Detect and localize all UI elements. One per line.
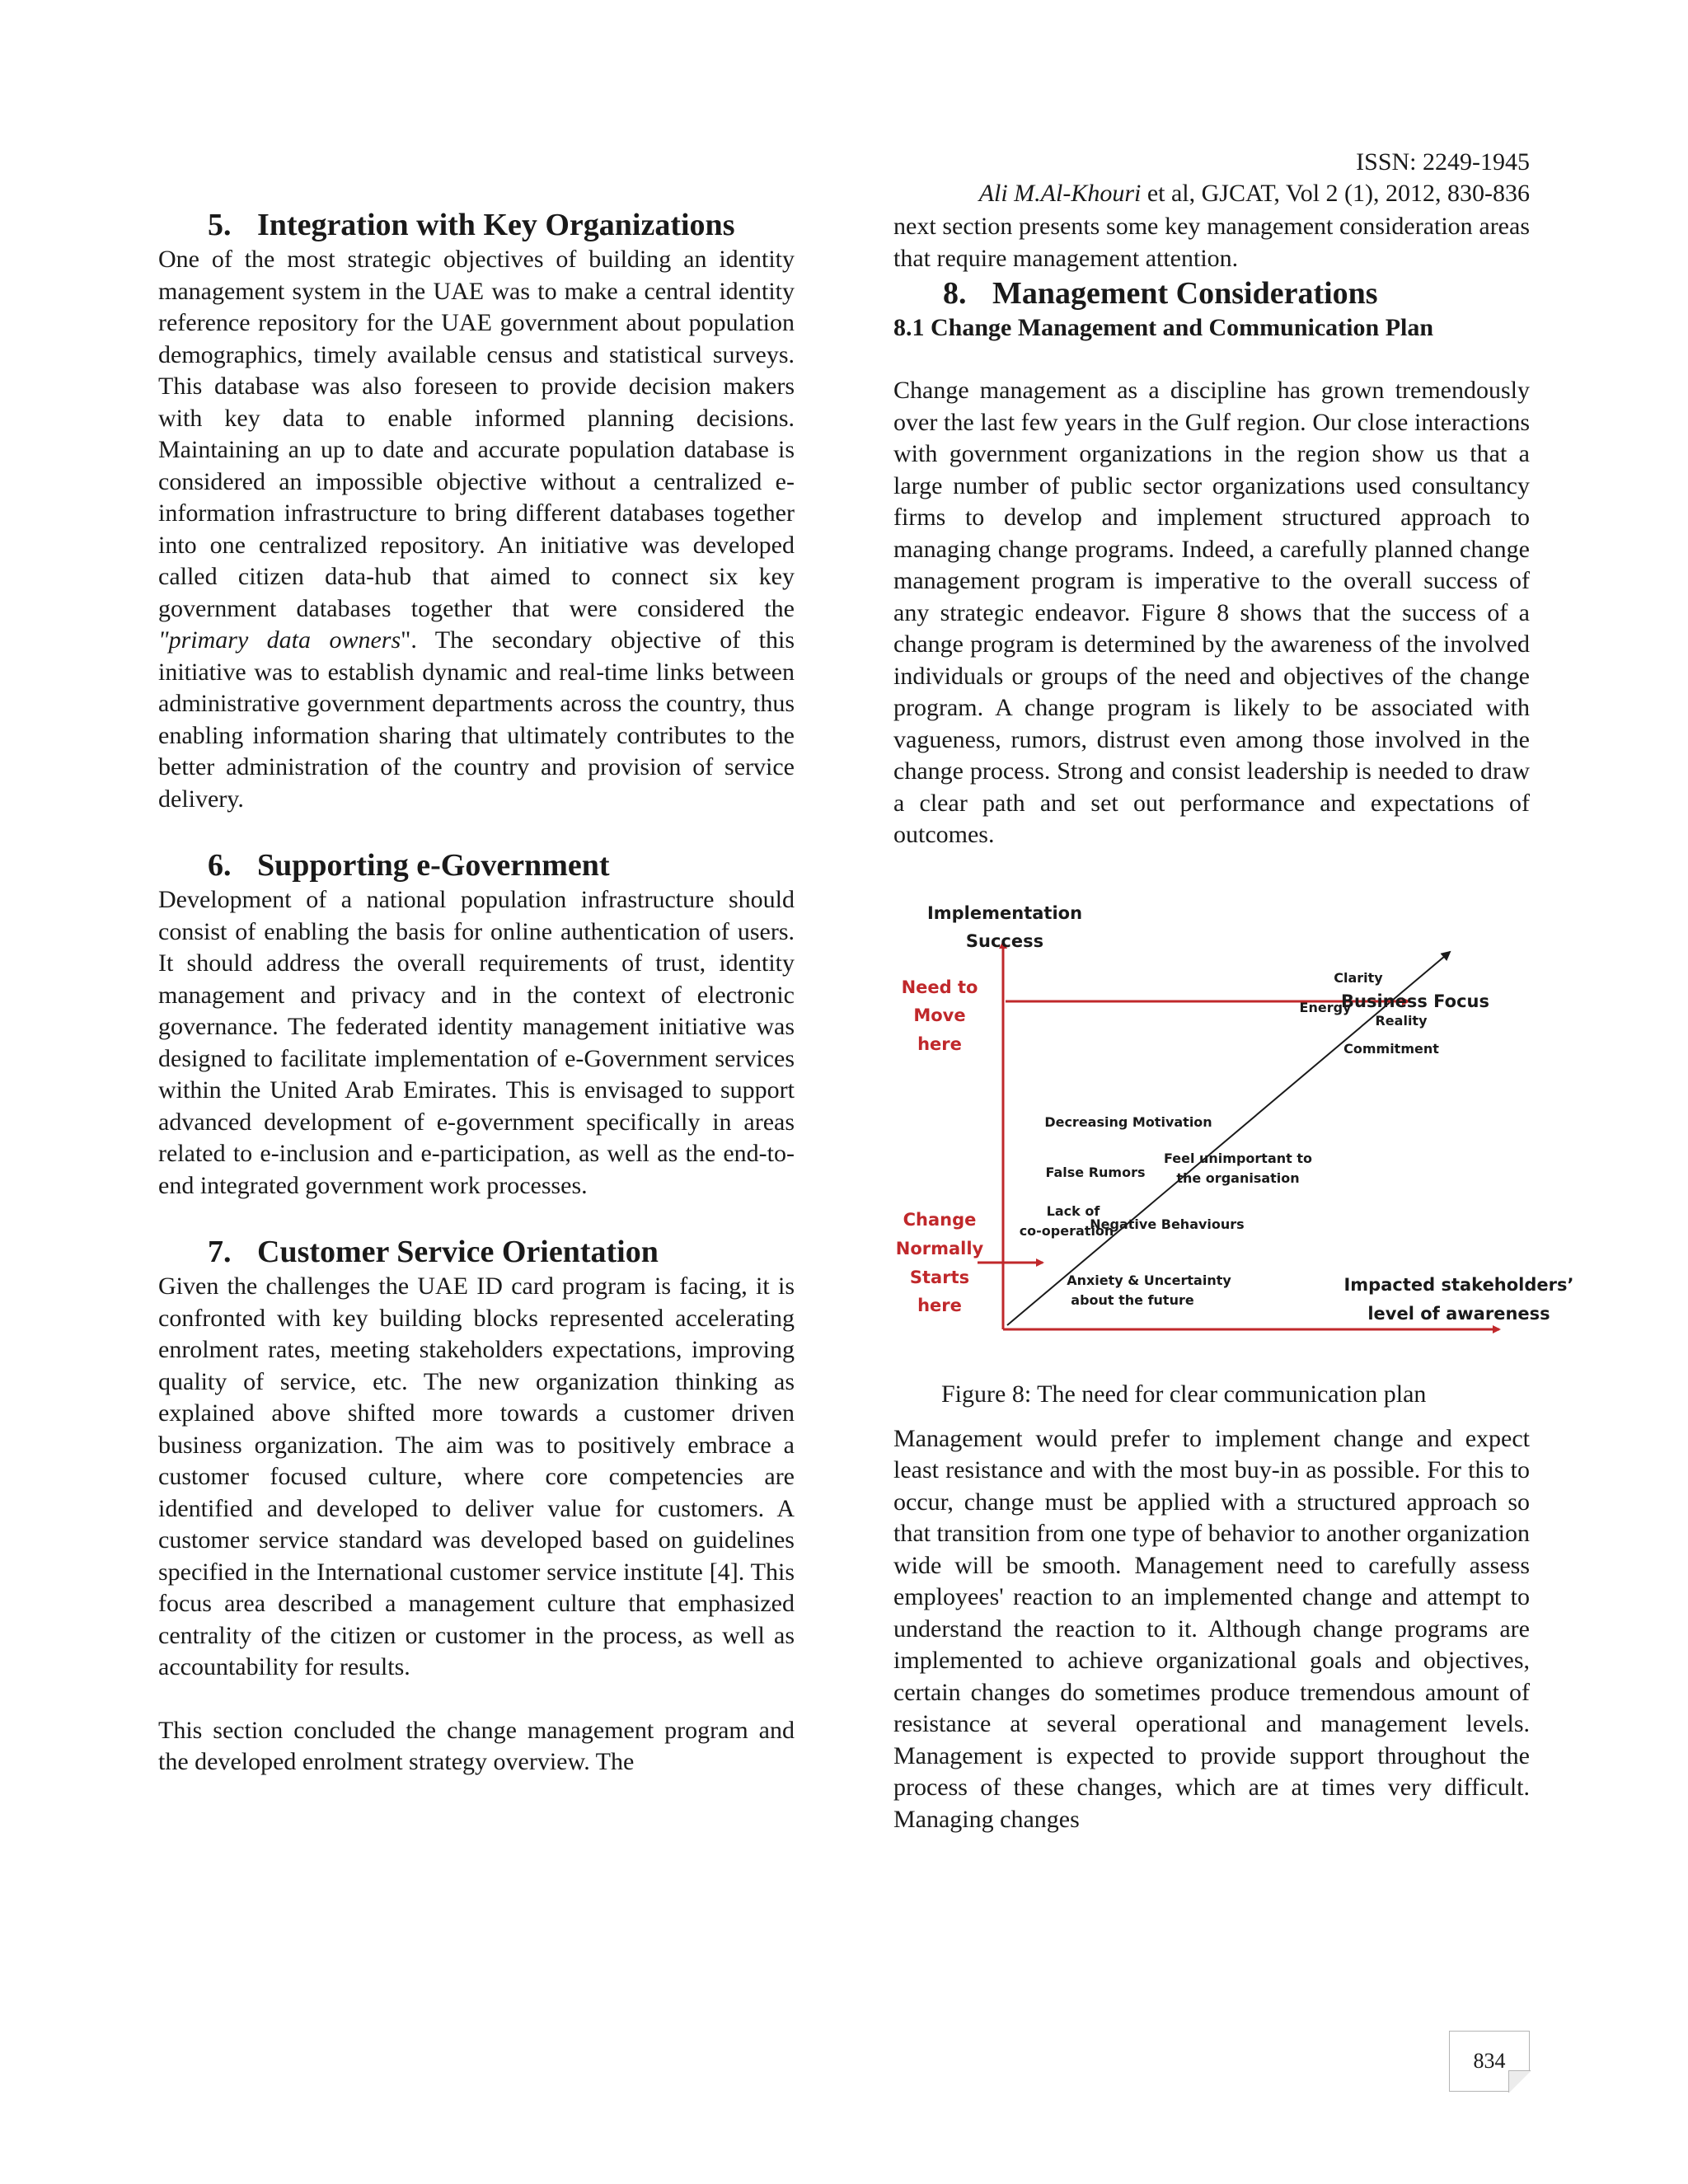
- y-axis-label-line1: Implementation: [926, 902, 1083, 923]
- section-5-emphasis: "primary data owners: [158, 626, 401, 654]
- label-lack-of-2: co-operation: [1019, 1222, 1114, 1239]
- page-number-text: 834: [1473, 2049, 1506, 2073]
- section-6-title: Supporting e-Government: [257, 848, 610, 883]
- label-feel-unimportant-2: the organisation: [1176, 1169, 1300, 1186]
- section-8-heading: [893, 274, 1530, 312]
- y-axis-label-line2: Success: [965, 930, 1044, 951]
- label-false-rumors: False Rumors: [1045, 1164, 1146, 1180]
- business-focus-label: Business Focus: [1341, 991, 1489, 1011]
- label-feel-unimportant-1: Feel unimportant to: [1163, 1150, 1313, 1166]
- citation-authors: Ali M.Al-Khouri: [978, 180, 1142, 207]
- journal-issn: ISSN: 2249-1945: [1356, 148, 1530, 176]
- label-anxiety-1: Anxiety & Uncertainty: [1067, 1272, 1231, 1288]
- section-7-heading: [158, 1233, 795, 1271]
- section-8-1-heading: 8.1 Change Management and Communication Plan: [893, 314, 1434, 341]
- need-to-move-line2: Move: [913, 1005, 966, 1025]
- section-6-number: 6.: [208, 848, 232, 883]
- section-7-paragraph-2: This section concluded the change management program and the developed enrolment strategy overview. The: [158, 1716, 795, 1775]
- section-8-number: 8.: [943, 276, 967, 311]
- section-8-paragraph-1: Change management as a discipline has grown tremendously over the last few years in the Gulf region. Our close interactions with government organizations in the region show us that a large number of public sector organizations used consultancy firms to develop and implement structured approach to managing change programs. Indeed, a carefully planned change management program is imperative to the overall success of any strategic endeavor. Figure 8 shows that the success of a change program is determined by the awareness of the involved individuals or groups of the need and objectives of the change program. A change program is likely to be associated with vagueness, rumors, distrust even among those involved in the change process. Strong and consist leadership is needed to draw a clear path and set out performance and expectations of outcomes.: [893, 377, 1530, 848]
- section-7-paragraph-1: Given the challenges the UAE ID card program is facing, it is confronted with key building blocks represented accelerating enrolment rates, meeting stakeholders expectations, improving quality of service, etc. The new organization thinking as explained above shifted more towards a customer driven business organization. The aim was to positively embrace a customer focused culture, where core competencies are identified and developed to deliver value for customers. A customer service standard was developed based on guidelines specified in the International customer service institute [4]. This focus area described a management culture that emphasized centrality of the citizen or customer in the process, as well as accountability for results.: [158, 1272, 795, 1680]
- left-column: [158, 206, 795, 1779]
- x-axis-label-line1: Impacted stakeholders’: [1343, 1274, 1574, 1295]
- right-column: [893, 211, 1574, 1835]
- figure-8: [893, 884, 1574, 1408]
- journal-citation: [979, 178, 1530, 209]
- section-7-number: 7.: [208, 1235, 232, 1269]
- section-5-text-a: One of the most strategic objectives of building an identity management system in the UAE was to make a central identity reference repository for the UAE government about population demographics, timely available census and statistical surveys. This database was also foreseen to provide decision makers with key data to enable informed planning decisions. Maintaining an up to date and accurate population database is considered an impossible objective without a centralized e-information infrastructure to bring different databases together into one centralized repository. An initiative was developed called citizen data-hub that aimed to connect six key government databases together that were considered the: [158, 246, 795, 622]
- label-lack-of-1: Lack of: [1046, 1202, 1100, 1219]
- change-starts-line3: Starts: [909, 1267, 970, 1287]
- label-negative-behaviours: Negative Behaviours: [1090, 1216, 1245, 1232]
- label-anxiety-2: about the future: [1071, 1291, 1194, 1308]
- section-8-paragraph-2: Management would prefer to implement change and expect least resistance and with the most buy-in as possible. For this to occur, change must be applied with a structured approach so that transition from one type of behavior to another organization wide will be smooth. Management need to carefully assess employees' reaction to an implemented change and attempt to understand the reaction to it. Although change programs are implemented to achieve organizational goals and objectives, certain changes do sometimes produce tremendous amount of resistance at several operational and management levels. Management is expected to provide support throughout the process of these changes, which are at times very difficult. Managing changes: [893, 1424, 1530, 1833]
- x-axis-label-line2: level of awareness: [1367, 1303, 1550, 1324]
- continuation-paragraph: next section presents some key management consideration areas that require management attention.: [893, 213, 1530, 272]
- section-6-paragraph: Development of a national population infrastructure should consist of enabling the basis for online authentication of users. It should address the overall requirements of trust, identity management and privacy and in the context of electronic governance. The federated identity management initiative was designed to facilitate implementation of e-Government services within the United Arab Emirates. This is envisaged to support advanced development of e-government specifically in areas related to e-inclusion and e-participation, as well as the end-to-end integrated government work processes.: [158, 886, 795, 1199]
- label-reality: Reality: [1375, 1012, 1428, 1029]
- section-5-title: Integration with Key Organizations: [257, 208, 735, 242]
- label-commitment: Commitment: [1343, 1040, 1439, 1057]
- section-7-title: Customer Service Orientation: [257, 1235, 659, 1269]
- change-starts-line2: Normally: [895, 1238, 984, 1258]
- change-starts-line4: here: [917, 1295, 962, 1315]
- section-8-title: Management Considerations: [992, 276, 1378, 311]
- section-6-heading: [158, 846, 795, 884]
- section-5-paragraph: [158, 244, 795, 815]
- label-decreasing-motivation: Decreasing Motivation: [1044, 1113, 1212, 1130]
- section-5-text-b: ". The secondary objective of this initiative was to establish dynamic and real-time links between administrative government departments across the country, thus enabling information sharing that ultimately contributes to the better administration of the country and provision of service delivery.: [158, 626, 795, 813]
- page-number: [1449, 2031, 1530, 2092]
- page-curl-icon: [1508, 2070, 1531, 2093]
- figure-8-caption: Figure 8: The need for clear communication plan: [941, 1380, 1427, 1408]
- need-to-move-line3: here: [917, 1033, 962, 1054]
- label-clarity: Clarity: [1334, 969, 1383, 986]
- section-5-heading: [158, 206, 795, 244]
- need-to-move-line1: Need to: [901, 977, 978, 997]
- section-5-number: 5.: [208, 208, 232, 242]
- change-starts-line1: Change: [903, 1209, 977, 1230]
- figure-8-diagram: [893, 884, 1574, 1379]
- label-energy: Energy: [1299, 999, 1352, 1015]
- citation-details: et al, GJCAT, Vol 2 (1), 2012, 830-836: [1141, 180, 1530, 207]
